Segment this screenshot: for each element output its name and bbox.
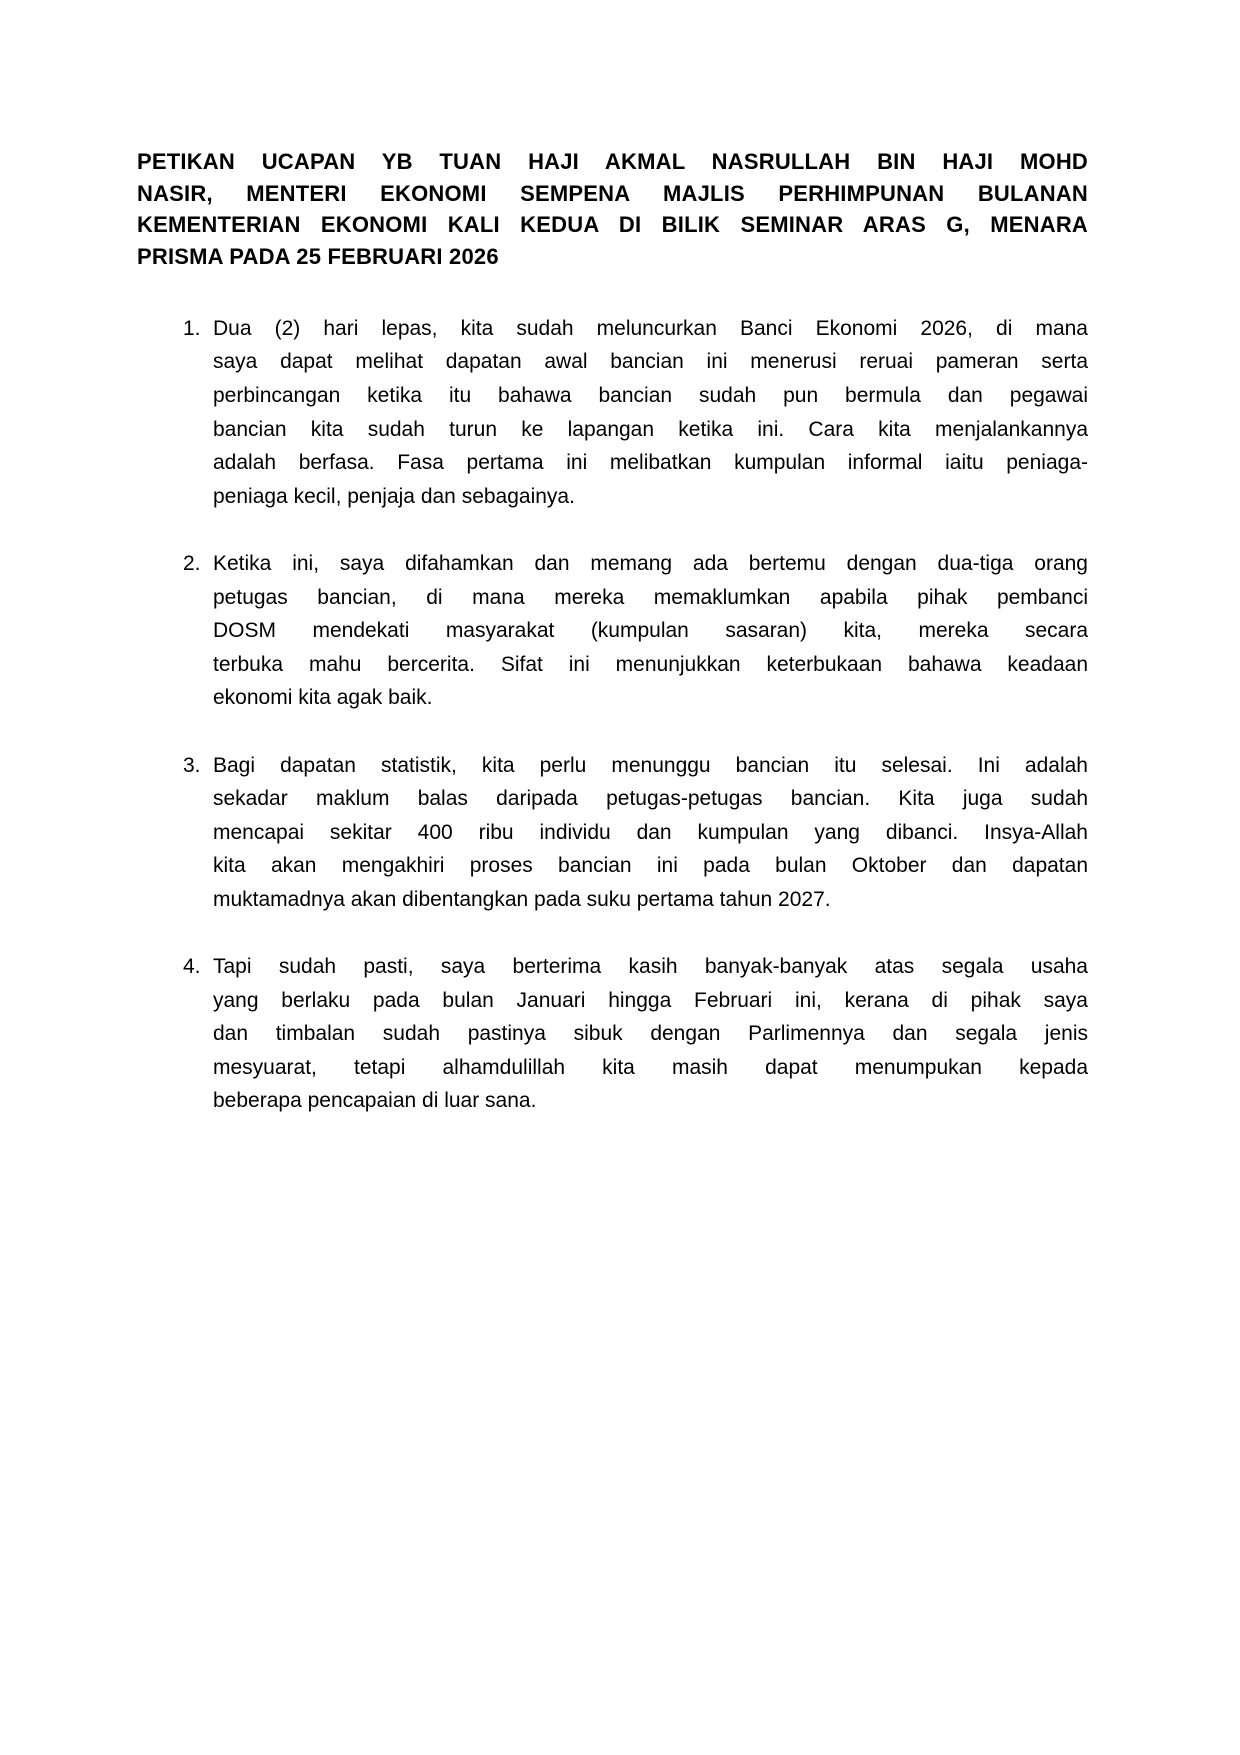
document-body <box>137 146 1088 1118</box>
title-line: NASIR, MENTERI EKONOMI SEMPENA MAJLIS PERHIMPUNAN BULANAN <box>137 180 1088 206</box>
paragraph-line: Tapi sudah pasti, saya berterima kasih banyak-banyak atas segala usaha <box>213 955 1088 979</box>
paragraph-line: perbincangan ketika itu bahawa bancian sudah pun bermula dan pegawai <box>213 384 1088 407</box>
paragraph-line: Dua (2) hari lepas, kita sudah meluncurkan Banci Ekonomi 2026, di mana <box>213 316 1088 340</box>
paragraph-text <box>213 950 1088 1118</box>
paragraph-text <box>213 547 1088 715</box>
document-title <box>137 146 1088 273</box>
list-item-3 <box>137 749 1088 917</box>
paragraph-line: Ketika ini, saya difahamkan dan memang ada bertemu dengan dua-tiga orang <box>213 551 1088 575</box>
list-item-number: 1. <box>183 316 201 340</box>
list-item-number: 2. <box>183 551 201 575</box>
paragraph-line: petugas bancian, di mana mereka memaklumkan apabila pihak pembanci <box>213 585 1088 609</box>
numbered-list <box>137 312 1088 1118</box>
paragraph-line: Bagi dapatan statistik, kita perlu menunggu bancian itu selesai. Ini adalah <box>213 753 1088 777</box>
paragraph-line: yang berlaku pada bulan Januari hingga Februari ini, kerana di pihak saya <box>213 988 1088 1012</box>
paragraph-line: saya dapat melihat dapatan awal bancian ini menerusi reruai pameran serta <box>213 350 1088 374</box>
paragraph-line: ekonomi kita agak baik. <box>213 686 433 710</box>
title-line: PRISMA PADA 25 FEBRUARI 2026 <box>137 244 499 270</box>
paragraph-text <box>213 312 1088 514</box>
list-item-4 <box>137 950 1088 1118</box>
list-item-number: 3. <box>183 753 201 777</box>
title-line: KEMENTERIAN EKONOMI KALI KEDUA DI BILIK SEMINAR ARAS G, MENARA <box>137 212 1088 238</box>
paragraph-line: mencapai sekitar 400 ribu individu dan kumpulan yang dibanci. Insya-Allah <box>213 820 1088 844</box>
title-line: PETIKAN UCAPAN YB TUAN HAJI AKMAL NASRULLAH BIN HAJI MOHD <box>137 149 1088 174</box>
paragraph-line: peniaga kecil, penjaja dan sebagainya. <box>213 484 575 508</box>
paragraph-line: bancian kita sudah turun ke lapangan ketika ini. Cara kita menjalankannya <box>213 417 1088 441</box>
paragraph-line: adalah berfasa. Fasa pertama ini melibatkan kumpulan informal iaitu peniaga- <box>213 451 1088 475</box>
list-item-number: 4. <box>183 955 201 979</box>
paragraph-line: kita akan mengakhiri proses bancian ini pada bulan Oktober dan dapatan <box>213 854 1088 878</box>
paragraph-text <box>213 749 1088 917</box>
paragraph-line: mesyuarat, tetapi alhamdulillah kita masih dapat menumpukan kepada <box>213 1055 1088 1079</box>
paragraph-line: beberapa pencapaian di luar sana. <box>213 1089 537 1113</box>
paragraph-line: sekadar maklum balas daripada petugas-petugas bancian. Kita juga sudah <box>213 787 1088 811</box>
paragraph-line: DOSM mendekati masyarakat (kumpulan sasaran) kita, mereka secara <box>213 619 1088 643</box>
list-item-1 <box>137 312 1088 514</box>
paragraph-line: terbuka mahu bercerita. Sifat ini menunjukkan keterbukaan bahawa keadaan <box>213 652 1088 676</box>
list-item-2 <box>137 547 1088 715</box>
paragraph-line: dan timbalan sudah pastinya sibuk dengan Parlimennya dan segala jenis <box>213 1022 1088 1046</box>
paragraph-line: muktamadnya akan dibentangkan pada suku pertama tahun 2027. <box>213 887 831 911</box>
